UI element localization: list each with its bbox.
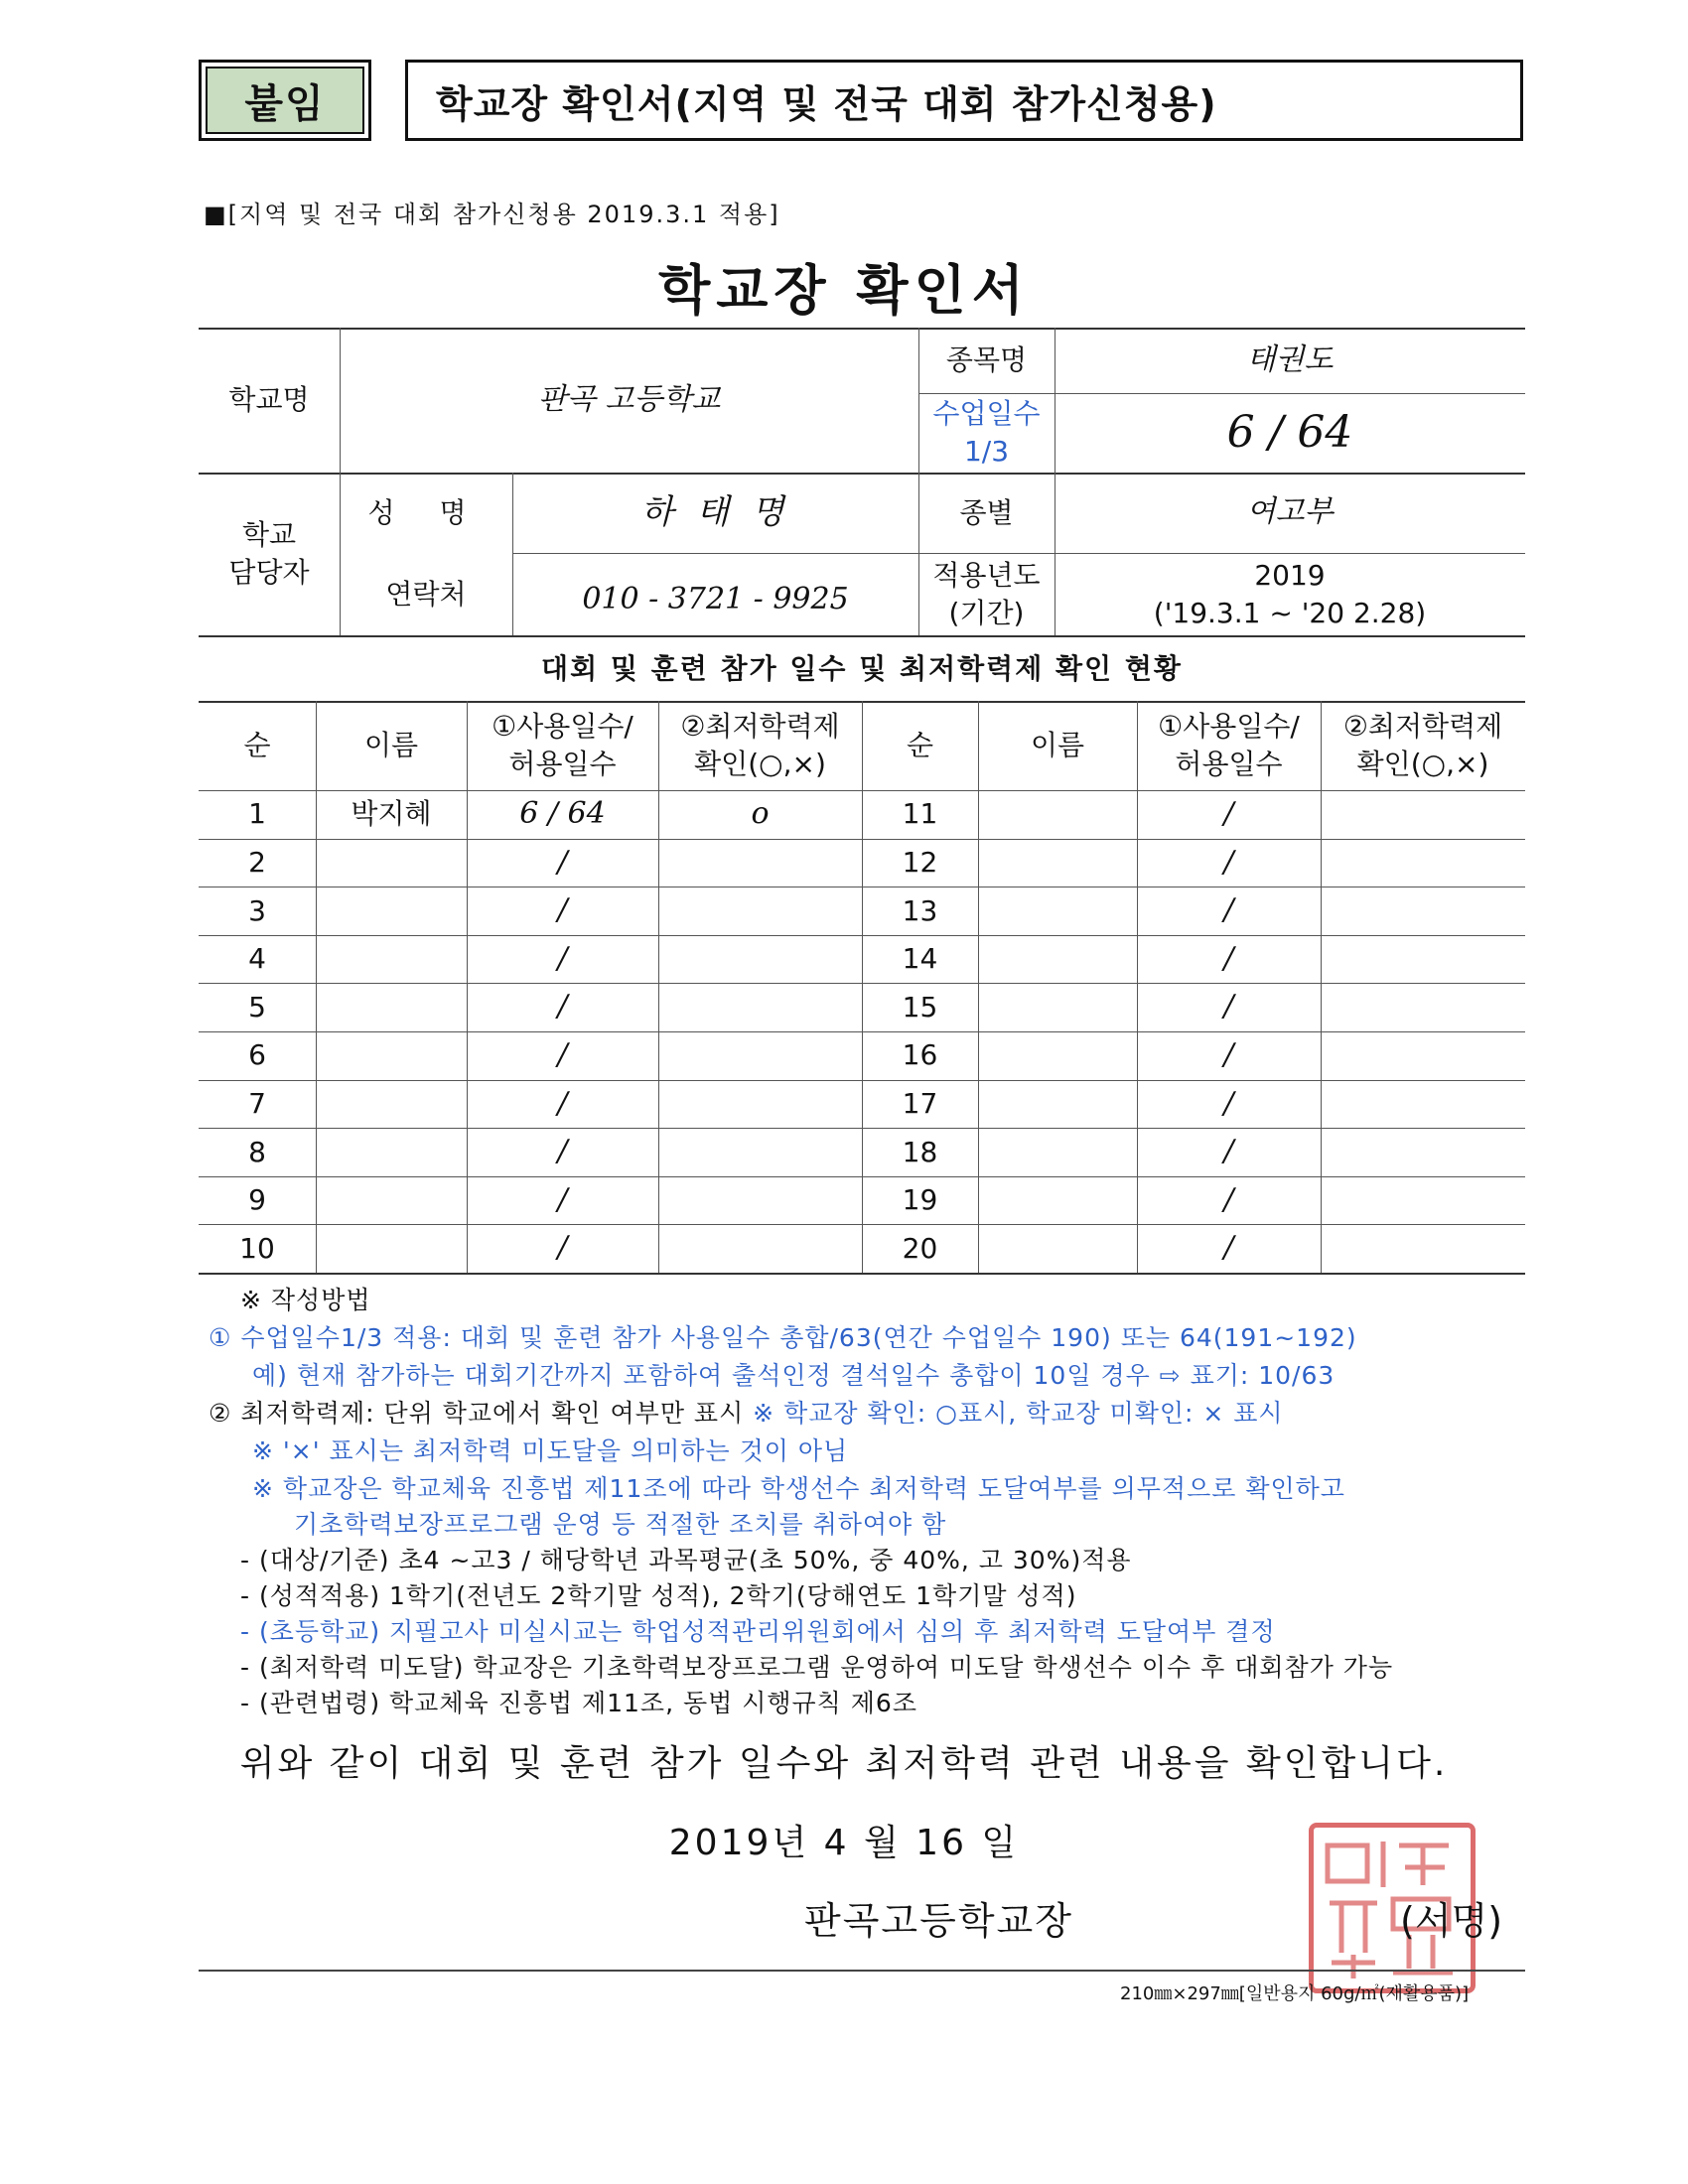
row-name	[316, 935, 467, 984]
row-days: /	[557, 940, 568, 976]
contact-label: 연락처	[385, 577, 467, 611]
row-min-check	[658, 1128, 862, 1176]
row-no: 1	[248, 797, 266, 831]
row-name	[978, 983, 1137, 1031]
row-days: /	[557, 1230, 568, 1266]
detail-1: - (대상/기준) 초4 ~고3 / 해당학년 과목평균(초 50%, 중 40%, 고 30%)적용	[240, 1546, 1132, 1574]
row-no: 14	[902, 942, 938, 976]
row-days: /	[1223, 1037, 1234, 1073]
col-header-min-line2: 확인(○,×)	[1356, 748, 1489, 780]
col-header-min-line1: ②최저학력제	[680, 710, 840, 744]
year-label	[918, 553, 1055, 635]
sport-value: 태권도	[1246, 341, 1334, 377]
attachment-tag-label: 붙임	[206, 67, 364, 134]
col-header-days-line1: ①사용일수/	[1158, 710, 1300, 744]
row-no: 7	[248, 1086, 266, 1120]
year-value	[1055, 553, 1525, 635]
row-days: /	[557, 1085, 568, 1121]
row-name	[316, 1128, 467, 1176]
row-min-check	[1321, 790, 1525, 839]
row-days: /	[557, 1181, 568, 1217]
row-min-check	[1321, 983, 1525, 1031]
row-min-check	[658, 1031, 862, 1080]
section-title: 대회 및 훈련 참가 일수 및 최저학력제 확인 현황	[541, 652, 1183, 686]
sport-label: 종목명	[945, 343, 1028, 377]
year-value-line1: 2019	[1254, 558, 1326, 592]
col-header-days-left	[467, 701, 658, 790]
row-no: 4	[248, 942, 266, 976]
class-days-label-line1: 수업일수	[932, 397, 1041, 431]
note-2a	[209, 1394, 1284, 1430]
attachment-tag	[199, 60, 371, 141]
row-no: 6	[248, 1038, 266, 1072]
row-no: 9	[248, 1183, 266, 1217]
row-no: 17	[902, 1086, 938, 1120]
row-min-check	[1321, 1224, 1525, 1273]
row-days: 6 / 64	[519, 796, 606, 832]
row-days: /	[557, 989, 568, 1024]
note-2d: 기초학력보장프로그램 운영 등 적절한 조치를 취하여야 함	[294, 1510, 947, 1539]
col-header-min-line2: 확인(○,×)	[694, 748, 826, 780]
category-value: 여고부	[1246, 494, 1334, 530]
row-no: 3	[248, 893, 266, 927]
row-name	[316, 983, 467, 1031]
col-header-min-right	[1321, 701, 1525, 790]
row-min-check	[658, 887, 862, 935]
row-name	[316, 1176, 467, 1225]
row-days: /	[1223, 1230, 1234, 1266]
name-label: 성 명	[367, 495, 485, 529]
col-header-days-line2: 허용일수	[508, 748, 617, 780]
note-2c: ※ 학교장은 학교체육 진흥법 제11조에 따라 학생선수 최저학력 도달여부를 의무적으로 확인하고	[252, 1474, 1345, 1503]
row-no: 18	[902, 1135, 938, 1168]
row-no: 16	[902, 1038, 938, 1072]
row-name	[978, 1128, 1137, 1176]
class-days-value: 6 / 64	[1226, 407, 1353, 459]
row-days: /	[557, 1134, 568, 1169]
row-min-check	[658, 935, 862, 984]
row-no: 11	[902, 797, 938, 831]
row-days: /	[1223, 892, 1234, 928]
row-no: 20	[902, 1231, 938, 1265]
row-days: /	[1223, 1134, 1234, 1169]
row-days: /	[1223, 940, 1234, 976]
note-2b: ※ '×' 표시는 최저학력 미도달을 의미하는 것이 아님	[252, 1436, 849, 1465]
row-name	[978, 1176, 1137, 1225]
signature-label: (서명)	[1400, 1899, 1503, 1943]
confirmation-sentence: 위와 같이 대회 및 훈련 참가 일수와 최저학력 관련 내용을 확인합니다.	[239, 1743, 1449, 1784]
row-name	[978, 839, 1137, 887]
applicability-notice: ■[지역 및 전국 대회 참가신청용 2019.3.1 적용]	[204, 201, 780, 228]
manager-label-line1: 학교	[241, 518, 297, 552]
row-no: 2	[248, 845, 266, 879]
col-header-no-left: 순	[243, 729, 271, 762]
col-header-min-line1: ②최저학력제	[1342, 710, 1503, 744]
row-name	[978, 1224, 1137, 1273]
category-label: 종별	[959, 495, 1014, 529]
school-name-value: 판곡 고등학교	[537, 381, 721, 417]
row-no: 19	[902, 1183, 938, 1217]
row-name	[316, 1224, 467, 1273]
row-min-check	[1321, 935, 1525, 984]
row-name	[978, 1080, 1137, 1129]
row-min-check	[658, 839, 862, 887]
col-header-name-left: 이름	[363, 729, 419, 762]
note-2a-blue-text: ※ 학교장 확인: ○표시, 학교장 미확인: × 표시	[753, 1399, 1284, 1428]
row-name	[316, 839, 467, 887]
note-2a-text: ② 최저학력제: 단위 학교에서 확인 여부만 표시	[209, 1399, 745, 1428]
footer-rule	[199, 1970, 1525, 1972]
row-days: /	[1223, 796, 1234, 832]
row-min-check	[658, 983, 862, 1031]
row-min-check	[658, 1224, 862, 1273]
row-no: 10	[239, 1231, 275, 1265]
contact-value: 010 - 3721 - 9925	[582, 581, 849, 616]
col-header-days-right	[1137, 701, 1321, 790]
school-name-label: 학교명	[228, 383, 310, 417]
principal-title: 판곡고등학교장	[804, 1899, 1073, 1943]
row-min-check	[1321, 887, 1525, 935]
year-label-line2: (기간)	[948, 596, 1025, 629]
row-no: 13	[902, 893, 938, 927]
row-min-check	[1321, 839, 1525, 887]
row-min-check	[1321, 1031, 1525, 1080]
col-header-name-right: 이름	[1030, 729, 1085, 762]
row-min-check: o	[751, 796, 770, 832]
row-min-check	[1321, 1080, 1525, 1129]
row-days: /	[1223, 1181, 1234, 1217]
row-min-check	[658, 1176, 862, 1225]
detail-4: - (최저학력 미도달) 학교장은 기초학력보장프로그램 운영하여 미도달 학생선수 이수 후 대회참가 가능	[240, 1653, 1394, 1682]
detail-5: - (관련법령) 학교체육 진흥법 제11조, 동법 시행규칙 제6조	[240, 1689, 917, 1717]
detail-3: - (초등학교) 지필고사 미실시교는 학업성적관리위원회에서 심의 후 최저학력 도달여부 결정	[240, 1617, 1276, 1646]
header-title: 학교장 확인서(지역 및 전국 대회 참가신청용)	[405, 60, 1523, 141]
row-name: 박지혜	[351, 797, 432, 831]
class-days-label	[918, 393, 1055, 473]
row-name	[978, 935, 1137, 984]
paper-spec: 210㎜×297㎜[일반용지 60g/㎡(재활용품)]	[1120, 1983, 1470, 2004]
year-label-line1: 적용년도	[932, 558, 1041, 592]
confirmation-date: 2019년 4 월 16 일	[668, 1823, 1020, 1863]
row-no: 5	[248, 990, 266, 1024]
col-header-min-left	[658, 701, 862, 790]
row-name	[316, 1080, 467, 1129]
row-name	[316, 887, 467, 935]
info-line	[199, 635, 1525, 637]
col-header-days-line2: 허용일수	[1175, 748, 1283, 780]
row-days: /	[557, 1037, 568, 1073]
manager-label	[199, 473, 340, 635]
col-header-no-right: 순	[906, 729, 934, 762]
row-days: /	[557, 844, 568, 880]
row-name	[978, 1031, 1137, 1080]
table-row-line	[199, 1273, 1525, 1275]
document-title: 학교장 확인서	[658, 259, 1030, 322]
note-1a: ① 수업일수1/3 적용: 대회 및 훈련 참가 사용일수 총합/63(연간 수업일수 190) 또는 64(191~192)	[209, 1323, 1357, 1352]
year-value-line2: ('19.3.1 ~ '20 2.28)	[1153, 596, 1427, 629]
row-min-check	[658, 1080, 862, 1129]
row-no: 12	[902, 845, 938, 879]
notes-heading: ※ 작성방법	[240, 1286, 371, 1314]
col-header-days-line1: ①사용일수/	[492, 710, 633, 744]
row-days: /	[1223, 844, 1234, 880]
class-days-label-line2: 1/3	[963, 435, 1010, 468]
row-no: 8	[248, 1135, 266, 1168]
manager-label-line2: 담당자	[228, 556, 310, 589]
row-no: 15	[902, 990, 938, 1024]
manager-name-value: 하 태 명	[640, 491, 790, 532]
row-min-check	[1321, 1128, 1525, 1176]
row-days: /	[557, 892, 568, 928]
row-min-check	[1321, 1176, 1525, 1225]
detail-2: - (성적적용) 1학기(전년도 2학기말 성적), 2학기(당해연도 1학기말 성적)	[240, 1581, 1077, 1610]
note-1b: 예) 현재 참가하는 대회기간까지 포함하여 출석인정 결석일수 총합이 10일 경우 ⇨ 표기: 10/63	[252, 1361, 1336, 1390]
row-days: /	[1223, 989, 1234, 1024]
row-days: /	[1223, 1085, 1234, 1121]
row-name	[978, 887, 1137, 935]
row-name	[316, 1031, 467, 1080]
row-name	[978, 790, 1137, 839]
